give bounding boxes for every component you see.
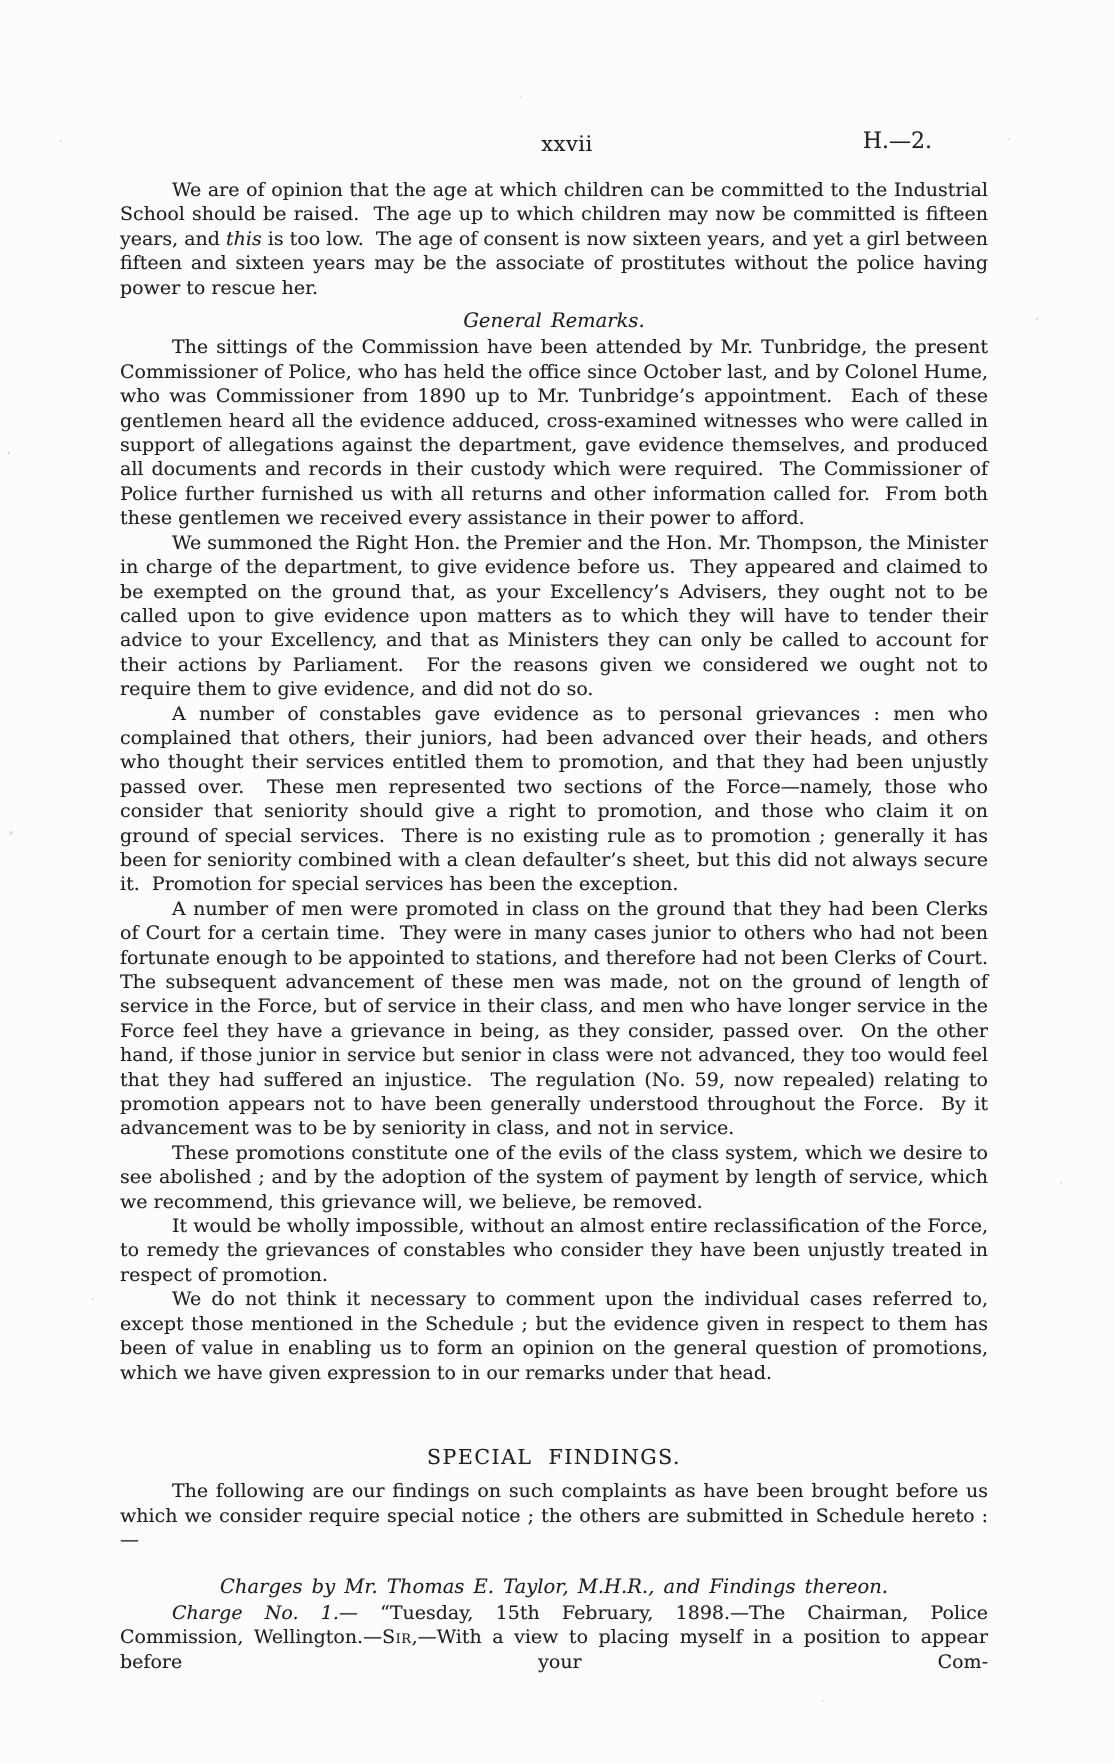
- document-reference: H.—2.: [862, 129, 932, 154]
- paragraph-industrial-school: [120, 178, 995, 300]
- paragraph-industrial-school-text-start: We are of opinion that the age at which children can be committed to the Industrial School should be raised. The age up to which children may now be committed is fifteen years, and: [120, 179, 995, 250]
- paragraph-special-findings-intro: The following are our findings on such complaints as have been brought before us which we consider require special notice ; the others are submitted in Schedule hereto :—: [120, 1480, 995, 1552]
- charge-1-text-after-sir: ,—With a view to placing myself in a position to appear before your Com-: [120, 1626, 995, 1673]
- page-number: xxvii: [541, 132, 593, 156]
- paragraph-industrial-school-italic-word: this: [226, 227, 262, 250]
- paragraph-premier-summoned: We summoned the Right Hon. the Premier and the Hon. Mr. Thompson, the Minister in charge of the department, to give evidence before us. They appeared and claimed to be exempted on the ground that, as your Excellency’s Advisers, they ought not to be called upon to give evidence upon matters as to which they will have to tender their advice to your Excellency, and that as Ministers they can only be called to account for their actions by Parliament. For the reasons given we considered we ought not to require them to give evidence, and did not do so.: [120, 531, 995, 701]
- page-body: [120, 178, 1001, 1674]
- charge-1-text-before-sir: “Tuesday, 15th February, 1898.—The Chairman, Police Commission, Wellington.—: [120, 1601, 995, 1649]
- paragraph-industrial-school-text-end: is too low. The age of consent is now sixteen years, and yet a girl between fifteen and sixteen years may be the associate of prostitutes without the police having power to rescue her.: [120, 227, 995, 299]
- paragraph-commission-sittings: The sittings of the Commission have been attended by Mr. Tunbridge, the present Commissioner of Police, who has held the office since October last, and by Colonel Hume, who was Commissioner from 1890 up to Mr. Tunbridge’s appointment. Each of these gentlemen heard all the evidence adduced, cross-examined witnesses who were called in support of allegations against the department, gave evidence themselves, and produced all documents and records in their custody which were required. The Commissioner of Police further furnished us with all returns and other information called for. From both these gentlemen we received every assistance in their power to afford.: [120, 336, 995, 530]
- paragraph-individual-cases: We do not think it necessary to comment upon the individual cases referred to, except those mentioned in the Schedule ; but the evidence given in respect to them has been of value in enabling us to form an opinion on the general question of promotions, which we have given expression to in our remarks under that head.: [120, 1288, 995, 1384]
- section-heading-general-remarks: General Remarks.: [463, 309, 645, 333]
- page-header: [120, 129, 988, 160]
- charge-1-lead: Charge No. 1.—: [172, 1601, 358, 1624]
- paragraph-class-system-evils: These promotions constitute one of the evils of the class system, which we desire to see abolished ; and by the adoption of the system of payment by length of service, which we recommend, this grievance will, we believe, be removed.: [120, 1141, 995, 1213]
- scan-noise-specks: [0, 0, 2, 2]
- paragraph-charge-no-1: [120, 1601, 995, 1674]
- section-heading-special-findings: SPECIAL FINDINGS.: [427, 1444, 681, 1469]
- paragraph-constables-grievances: A number of constables gave evidence as to personal grievances : men who complained that others, their juniors, had been advanced over their heads, and others who thought their services entitled them to promotion, and that they had been unjustly passed over. These men represented two sections of the Force—namely, those who consider that seniority should give a right to promotion, and those who claim it on ground of special services. There is no existing rule as to promotion ; generally it has been for seniority combined with a clean defaulter’s sheet, but this did not always secure it. Promotion for special services has been the exception.: [120, 702, 995, 896]
- charge-1-sir-smallcaps: Sir: [382, 1626, 412, 1649]
- paragraph-clerks-of-court: A number of men were promoted in class on the ground that they had been Clerks of Court for a certain time. They were in many cases junior to others who had not been fortunate enough to be appointed to stations, and therefore had not been Clerks of Court. The subsequent advancement of these men was made, not on the ground of length of service in the Force, but of service in their class, and men who have longer service in the Force feel they have a grievance in being, as they consider, passed over. On the other hand, if those junior in service but senior in class were not advanced, they too would feel that they had suffered an injustice. The regulation (No. 59, now repealed) relating to promotion appears not to have been generally understood throughout the Force. By it advancement was to be by seniority in class, and not in service.: [120, 897, 1001, 1140]
- paragraph-reclassification: It would be wholly impossible, without an almost entire reclassification of the Force, to remedy the grievances of constables who consider they have been unjustly treated in respect of promotion.: [120, 1215, 995, 1286]
- heading-charges-taylor: Charges by Mr. Thomas E. Taylor, M.H.R., and Findings thereon.: [220, 1574, 888, 1598]
